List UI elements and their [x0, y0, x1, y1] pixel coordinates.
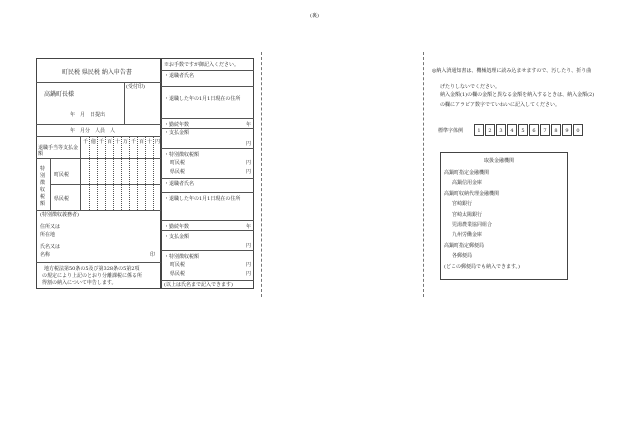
sample-font-label: 標準字体例: [438, 128, 464, 134]
digit-header: 万: [123, 139, 129, 145]
digit-header: 円: [155, 139, 161, 145]
bank-list-item: 九州労働金庫: [452, 232, 483, 239]
sample-digit-box: 3: [496, 124, 506, 136]
digit-header: 十: [147, 139, 153, 145]
sample-digit-box: 9: [562, 124, 572, 136]
yen-4: 円: [246, 243, 252, 249]
sample-digit-box: 0: [573, 124, 583, 136]
name-label: 氏名又は: [40, 244, 61, 250]
digit-header: 億: [91, 139, 97, 145]
town-tax-label: 町民税: [54, 172, 70, 178]
yen-1: 円: [246, 141, 252, 147]
special-tax-2: ・特別徴収税額: [164, 254, 200, 260]
law-note-1: 地方税法第50条の5及び第328条の5第2項: [44, 266, 140, 272]
special-tax-1: ・特別徴収税額: [164, 152, 200, 158]
yen-2: 円: [246, 160, 252, 166]
payment-amount-2: ・支払金額: [164, 234, 190, 240]
sample-digit-box: 4: [507, 124, 517, 136]
law-note-3: 得割の納入について申告します。: [42, 280, 117, 286]
sample-digit-box: 7: [540, 124, 550, 136]
town-tax-2: 町民税: [170, 262, 186, 268]
digit-header: 千: [99, 139, 105, 145]
bank-list-item: 各郵便局: [452, 253, 473, 260]
pref-tax-2: 県民税: [170, 271, 186, 277]
yen-6: 円: [246, 271, 252, 277]
pref-tax-label: 県民税: [54, 196, 70, 202]
recipient-name-2: ・退職者氏名: [164, 181, 195, 187]
note-line-1: ◎納入済通知書は、機械処理に読み込ませますので、汚したり、折り曲: [432, 68, 592, 74]
address-label: 住所又は: [40, 224, 61, 230]
note-line-4: の欄にアラビア数字でていねいに記入してください。: [440, 102, 561, 108]
year-unit-1: 年: [246, 122, 252, 128]
digit-header: 千: [83, 139, 89, 145]
receipt-stamp-label: (受付印): [126, 84, 145, 90]
note-line-3: 納入金額(1)の欄の金額と異なる金額を納入するときは、納入金額(2): [440, 92, 595, 98]
address-2: ・退職した年の1月1日現在の住所: [164, 196, 241, 202]
detail-footer-note: (以上は氏名まで記入できます): [164, 282, 233, 288]
bank-list-item: 高鍋町収納代理金融機関: [444, 190, 500, 197]
back-side-mark: (裏): [310, 13, 319, 19]
bank-list-item: 宮崎銀行: [452, 201, 473, 208]
submission-date: 年 月 日提出: [70, 112, 106, 118]
bank-list-item: 児湯農業協同組合: [452, 222, 493, 228]
years-service-1: ・勤続年数: [164, 122, 190, 128]
sample-digit-box: 8: [551, 124, 561, 136]
perforation-line-right: [423, 52, 424, 297]
location-label: 所在地: [40, 232, 56, 238]
instruction: ※お手数ですが御記入ください。: [164, 62, 240, 68]
recipient: 高鍋町長様: [44, 91, 75, 98]
law-note-2: の規定により上記のとおり分離課税に係る所: [42, 273, 143, 279]
seal-mark: 印: [150, 252, 156, 258]
title-label: 名称: [40, 252, 51, 258]
bank-list-item: 高鍋信用金庫: [452, 180, 483, 187]
year-unit-2: 年: [246, 224, 252, 230]
digit-header: 千: [131, 139, 137, 145]
agent-label: (特別徴収義務者): [40, 212, 79, 218]
sample-digit-box: 6: [529, 124, 539, 136]
perforation-line-left: [261, 52, 262, 297]
digit-header: 百: [107, 139, 113, 145]
yen-5: 円: [246, 262, 252, 268]
sample-digit-box: 2: [485, 124, 495, 136]
years-service-2: ・勤続年数: [164, 224, 190, 230]
payment-amount-1: ・支払金額: [164, 130, 190, 136]
bank-list-item: 高鍋町指定郵便局: [444, 242, 485, 249]
bank-list-title: 取扱金融機関: [484, 158, 515, 164]
digit-header: 十: [115, 139, 121, 145]
amount-row-label: 退職手当等支払金額: [38, 145, 79, 157]
bank-list-item: 高鍋町指定金融機関: [444, 170, 490, 176]
note-line-2: げたりしないでください。: [440, 84, 501, 90]
bank-list-item: (どこの郵便局でも納入できます。): [444, 263, 521, 270]
sample-digit-box: 1: [474, 124, 484, 136]
town-tax-1: 町民税: [170, 160, 186, 166]
address-1: ・退職した年の1月1日現在の住所: [164, 96, 241, 102]
special-collection-label: 特別徴収税額: [40, 166, 46, 207]
sample-digit-box: 5: [518, 124, 528, 136]
period-line: 年 月分 人員 人: [70, 128, 116, 134]
bank-list-item: 宮崎太陽銀行: [452, 211, 483, 218]
form-title: 町民税 県民税 納入申告書: [62, 69, 132, 76]
recipient-name-1: ・退職者氏名: [164, 73, 195, 79]
yen-3: 円: [246, 169, 252, 175]
pref-tax-1: 県民税: [170, 169, 186, 175]
digit-header: 百: [139, 139, 145, 145]
